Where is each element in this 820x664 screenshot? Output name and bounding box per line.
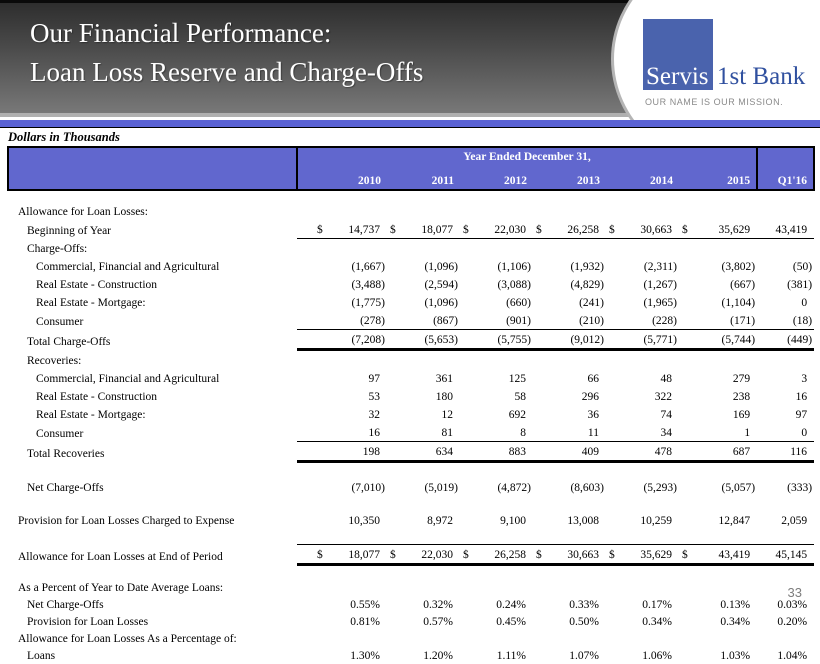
cell-2010: 1.30% (350, 650, 380, 662)
cell-2013: $ 26,258 (533, 220, 606, 239)
cell-2012: 0.24% (496, 599, 526, 611)
cell-2011: 8,972 (427, 515, 453, 527)
cell-2014: 34 (606, 423, 679, 442)
row-label: Recoveries: (27, 355, 82, 367)
cell-2011: 12 (441, 409, 453, 421)
corner-cell (8, 147, 297, 190)
table-row (8, 545, 814, 565)
cell-2014: 74 (660, 409, 672, 421)
table-row (8, 275, 814, 293)
col-header-Q1'16: Q1'16 (757, 170, 814, 190)
logo-tagline: OUR NAME IS OUR MISSION. (645, 97, 784, 107)
row-label: Commercial, Financial and Agricultural (36, 261, 220, 273)
cell-Q1'16: 116 (757, 442, 814, 462)
cell-2014: $ 35,629 (606, 545, 679, 565)
bank-logo (643, 19, 818, 111)
cell-2015: 12,847 (718, 515, 751, 527)
table-row (8, 387, 814, 405)
spacer-row (8, 496, 814, 511)
table-row (8, 239, 814, 258)
cell-2012: 692 (508, 409, 526, 421)
row-label: Allowance for Loan Losses: (18, 206, 148, 218)
cell-Q1'16: 0.20% (777, 616, 808, 628)
dollar-sign: $ (609, 549, 615, 561)
cell-2015: $ 35,629 (679, 220, 757, 239)
cell-2012: 883 (460, 442, 533, 462)
cell-2013: (1,932) (570, 261, 604, 273)
table-row (8, 579, 814, 596)
cell-2010: (3,488) (351, 279, 385, 291)
cell-2015: (5,057) (721, 482, 756, 494)
cell-Q1'16: (50) (792, 261, 813, 273)
cell-2015: 279 (732, 373, 751, 385)
cell-2012: $ 26,258 (460, 545, 533, 565)
cell-2015: 1 (679, 423, 757, 442)
col-header-2014: 2014 (606, 170, 679, 190)
cell-2013: 36 (587, 409, 599, 421)
table-row (8, 257, 814, 275)
cell-2013: $ 30,663 (533, 545, 606, 565)
row-label: Provision for Loan Losses (27, 616, 149, 628)
cell-2014: (1,267) (643, 279, 677, 291)
row-label: Total Recoveries (27, 447, 105, 460)
logo-square-icon (643, 19, 713, 90)
cell-2010: 53 (368, 391, 380, 403)
table-row (8, 369, 814, 387)
table-row (8, 613, 814, 630)
financial-table (7, 146, 815, 664)
dollar-sign: $ (609, 224, 615, 236)
cell-2012: (1,106) (497, 261, 531, 273)
slide-header (0, 0, 820, 128)
table-row (8, 330, 814, 350)
table-row (8, 220, 814, 239)
row-label: Consumer (36, 315, 84, 328)
cell-2013: (241) (579, 297, 604, 309)
dollar-sign: $ (682, 549, 688, 561)
col-header-2015: 2015 (679, 170, 757, 190)
spacer-row (8, 190, 814, 202)
cell-2012: (660) (506, 297, 531, 309)
cell-Q1'16: 97 (795, 409, 808, 421)
cell-2011: (1,096) (424, 297, 458, 309)
table-header (8, 147, 814, 190)
cell-2014: (5,293) (643, 482, 677, 494)
cell-2011: 180 (435, 391, 453, 403)
cell-2012: 58 (514, 391, 526, 403)
table-row (8, 511, 814, 529)
cell-2012: 125 (508, 373, 526, 385)
col-group-header: Year Ended December 31, (297, 147, 757, 170)
cell-2010: 16 (297, 423, 387, 442)
cell-2011: (2,594) (424, 279, 458, 291)
cell-2015: 1.03% (720, 650, 751, 662)
cell-2014: 10,259 (640, 515, 672, 527)
row-label: Net Charge-Offs (27, 482, 104, 494)
cell-2013: 1.07% (569, 650, 599, 662)
row-label: Loans (27, 650, 56, 662)
cell-2010: (1,667) (351, 261, 385, 273)
cell-2013: (8,603) (570, 482, 604, 494)
cell-2012: 1.11% (496, 650, 526, 662)
row-label: Beginning of Year (27, 224, 112, 237)
title-line-2: Loan Loss Reserve and Charge-Offs (30, 57, 424, 87)
cell-2014: (228) (606, 311, 679, 330)
cell-2015: 169 (732, 409, 751, 421)
cell-2010: 97 (368, 373, 380, 385)
logo-name-rest: 1st Bank (717, 63, 806, 90)
cell-2010: 0.55% (350, 599, 380, 611)
cell-2011: (1,096) (424, 261, 458, 273)
row-label: Allowance for Loan Losses As a Percentage of: (18, 633, 237, 645)
cell-2010: 10,350 (348, 515, 380, 527)
cell-Q1'16: (381) (787, 279, 813, 291)
cell-2012: $ 22,030 (460, 220, 533, 239)
cell-2010: (7,208) (297, 330, 387, 350)
cell-2014: (5,771) (606, 330, 679, 350)
row-label: As a Percent of Year to Date Average Loans: (18, 582, 224, 594)
dollar-sign: $ (536, 549, 542, 561)
cell-2013: 66 (587, 373, 599, 385)
cell-2010: (7,010) (351, 482, 385, 494)
cell-Q1'16: 3 (801, 373, 808, 385)
spacer-row (8, 462, 814, 479)
title-line-1: Our Financial Performance: (30, 18, 332, 48)
table-row (8, 478, 814, 496)
cell-2013: (210) (533, 311, 606, 330)
cell-2014: 48 (660, 373, 672, 385)
cell-2011: 0.32% (423, 599, 453, 611)
row-label: Total Charge-Offs (27, 335, 111, 348)
cell-2011: (5,019) (424, 482, 458, 494)
cell-2011: 361 (435, 373, 453, 385)
blue-accent-bar (0, 120, 820, 128)
cell-2010: $ 18,077 (297, 545, 387, 565)
dollar-sign: $ (536, 224, 542, 236)
cell-2010: 198 (297, 442, 387, 462)
cell-2013: 409 (533, 442, 606, 462)
cell-Q1'16: 0 (801, 297, 808, 309)
cell-2015: 687 (679, 442, 757, 462)
col-header-2013: 2013 (533, 170, 606, 190)
table-row (8, 596, 814, 613)
cell-2013: 11 (533, 423, 606, 442)
cell-2015: 0.34% (720, 616, 751, 628)
cell-2010: 0.81% (350, 616, 380, 628)
cell-2011: 1.20% (423, 650, 453, 662)
table-row (8, 405, 814, 423)
dollar-sign: $ (463, 224, 469, 236)
cell-2011: 81 (387, 423, 460, 442)
table-row (8, 630, 814, 647)
table-row (8, 442, 814, 462)
cell-2010: (1,775) (351, 297, 385, 309)
row-label: Allowance for Loan Losses at End of Period (18, 550, 223, 563)
cell-2014: 0.34% (642, 616, 672, 628)
cell-2013: 296 (581, 391, 599, 403)
cell-Q1'16: (18) (757, 311, 814, 330)
cell-2012: (5,755) (460, 330, 533, 350)
row-label: Net Charge-Offs (27, 599, 104, 611)
page-title (30, 14, 423, 92)
table-row (8, 293, 814, 311)
row-label: Provision for Loan Losses Charged to Expense (18, 515, 235, 527)
cell-2011: (867) (387, 311, 460, 330)
table-row (8, 647, 814, 664)
table-body (8, 190, 814, 664)
cell-2010: (278) (297, 311, 387, 330)
cell-2013: (4,829) (570, 279, 604, 291)
cell-Q1'16: 0 (757, 423, 814, 442)
cell-2014: (2,311) (643, 261, 677, 273)
cell-2014: (1,965) (643, 297, 677, 309)
row-label: Real Estate - Mortgage: (36, 297, 146, 309)
cell-Q1'16: 1.04% (777, 650, 808, 662)
cell-2014: 1.06% (642, 650, 672, 662)
cell-Q1'16: 0.03% (777, 599, 808, 611)
dollar-sign: $ (390, 224, 396, 236)
row-label: Real Estate - Construction (36, 391, 158, 403)
cell-Q1'16: (333) (787, 482, 813, 494)
cell-2013: 13,008 (567, 515, 599, 527)
table-row (8, 423, 814, 442)
cell-2010: 32 (368, 409, 380, 421)
cell-2011: 634 (387, 442, 460, 462)
cell-2012: (4,872) (497, 482, 531, 494)
logo-name-highlight: Servis (646, 63, 709, 90)
cell-2015: 0.13% (720, 599, 751, 611)
spacer-row (8, 565, 814, 580)
row-label: Commercial, Financial and Agricultural (36, 373, 220, 385)
table-row (8, 202, 814, 220)
dollar-sign: $ (317, 224, 323, 236)
dollar-sign: $ (682, 224, 688, 236)
cell-2013: (9,012) (533, 330, 606, 350)
cell-2011: (5,653) (387, 330, 460, 350)
cell-2011: $ 18,077 (387, 220, 460, 239)
page-number: 33 (787, 585, 802, 600)
row-label: Real Estate - Mortgage: (36, 409, 146, 421)
cell-2011: $ 22,030 (387, 545, 460, 565)
row-label: Consumer (36, 427, 84, 440)
cell-2013: 0.33% (569, 599, 599, 611)
cell-2015: (3,802) (721, 261, 756, 273)
spacer-row (8, 529, 814, 545)
cell-Q1'16: 45,145 (757, 545, 814, 565)
cell-2014: 0.17% (642, 599, 672, 611)
col-header-2012: 2012 (460, 170, 533, 190)
cell-2011: 0.57% (423, 616, 453, 628)
cell-2015: (171) (679, 311, 757, 330)
row-label: Real Estate - Construction (36, 279, 158, 291)
cell-Q1'16: 16 (795, 391, 808, 403)
q1-header-top (757, 147, 814, 170)
units-note: Dollars in Thousands (8, 130, 120, 144)
col-header-2011: 2011 (387, 170, 460, 190)
cell-2014: 322 (654, 391, 672, 403)
col-header-2010: 2010 (297, 170, 387, 190)
cell-2015: (667) (730, 279, 756, 291)
dollar-sign: $ (390, 549, 396, 561)
cell-2012: 0.45% (496, 616, 526, 628)
cell-2012: (3,088) (497, 279, 531, 291)
cell-Q1'16: 2,059 (781, 515, 808, 527)
cell-2012: 9,100 (500, 515, 526, 527)
row-label: Charge-Offs: (27, 243, 88, 255)
cell-2015: (1,104) (721, 297, 756, 309)
cell-Q1'16: (449) (757, 330, 814, 350)
cell-2014: $ 30,663 (606, 220, 679, 239)
table-row (8, 311, 814, 330)
dollar-sign: $ (463, 549, 469, 561)
cell-2010: $ 14,737 (297, 220, 387, 239)
dollar-sign: $ (317, 549, 323, 561)
cell-2015: 238 (732, 391, 751, 403)
cell-2012: (901) (460, 311, 533, 330)
cell-2013: 0.50% (569, 616, 599, 628)
cell-2015: $ 43,419 (679, 545, 757, 565)
cell-2014: 478 (606, 442, 679, 462)
cell-2015: (5,744) (679, 330, 757, 350)
cell-2012: 8 (460, 423, 533, 442)
cell-Q1'16: 43,419 (757, 220, 814, 239)
table-row (8, 350, 814, 370)
